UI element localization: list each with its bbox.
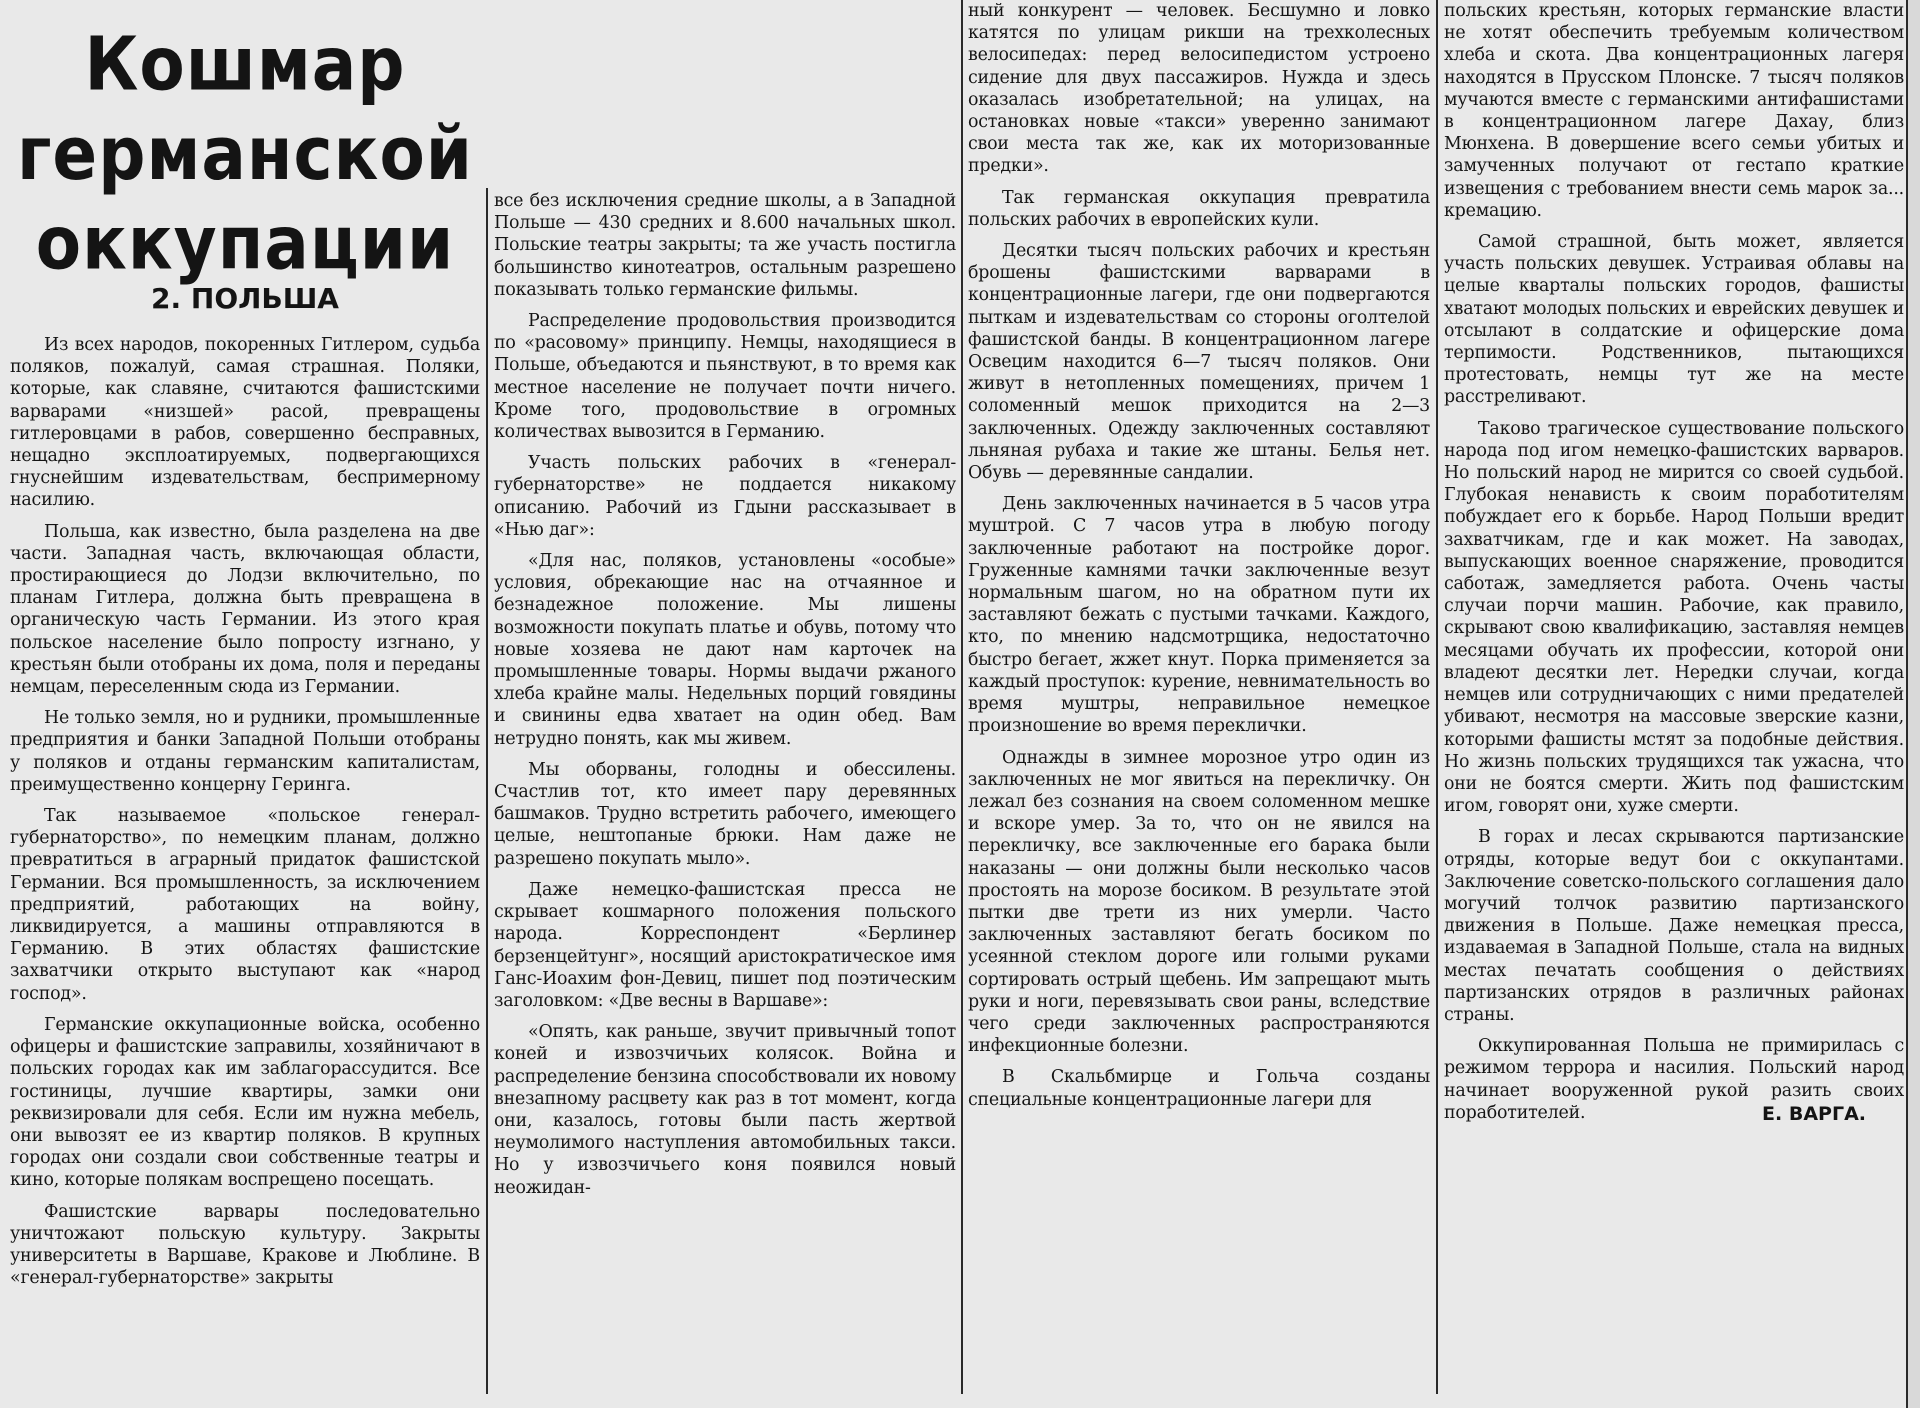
paragraph: Так германская оккупация превратила польских рабочих в европейских кули. [968,187,1430,230]
paragraph: Не только земля, но и рудники, промышленные предприятия и банки Западной Польши отобраны у поляков и отданы германским капиталистам, преимущественно концерну Геринга. [10,708,480,795]
paragraph: Самой страшной, быть может, является участь польских девушек. Устраивая облавы на целые кварталы польских городов, фашисты хватают молодых польских и еврейских девушек и отсылают в солдатские и офицерские дома терпимости. Родственников, пытающихся протестовать, немцы тут же на месте расстреливают. [1444,232,1904,408]
column-2 [494,190,956,1208]
paragraph: Распределение продовольствия производится по «расовому» принципу. Немцы, находящиеся в Польше, объедаются и пьянствуют, в то время как местное население не получает почти ничего. Кроме того, продовольствие в огромных количествах вывозится в Германию. [494,311,956,443]
paragraph: все без исключения средние школы, а в Западной Польше — 430 средних и 8.600 начальных школ. Польские театры закрыты; та же участь постигла большинство кинотеатров, остальным разрешено показывать только германские фильмы. [494,191,956,300]
paragraph: Десятки тысяч польских рабочих и крестьян брошены фашистскими варварами в концентрационные лагери, где они подвергаются пыткам и издевательствам со стороны оголтелой фашистской банды. В концентрационном лагере Освецим находится 6—7 тысяч поляков. Они живут в нетопленных помещениях, причем 1 соломенный мешок приходится на 2—3 заключенных. Одежду заключенных составляют льняная рубаха и такие же штаны. Белья нет. Обувь — деревянные сандалии. [968,241,1430,484]
author-signature: Е. ВАРГА. [1762,1102,1866,1125]
paragraph: В горах и лесах скрываются партизанские отряды, которые ведут бои с оккупантами. Заключение советско-польского соглашения дало могучий толчок развитию партизанского движения в Польше. Даже немецкая пресса, издаваемая в Западной Польше, стала на видных местах печатать сообщения о действиях партизанских отрядов в различных районах страны. [1444,827,1904,1025]
paragraph: Фашистские варвары последовательно уничтожают польскую культуру. Закрыты университеты в Варшаве, Кракове и Люблине. В «генерал-губернаторстве» закрыты [10,1201,480,1289]
paragraph: Мы оборваны, голодны и обессилены. Счастлив тот, кто имеет пару деревянных башмаков. Трудно встретить рабочего, имеющего целые, нештопаные брюки. Нам даже не разрешено покупать мыло». [494,759,956,869]
column-4 [1444,0,1904,1125]
paragraph: Даже немецко-фашистская пресса не скрывает кошмарного положения польского народа. Корреспондент «Берлинер берзенцейтунг», носящий аристократическое имя Ганс-Иоахим фон-Девиц, пишет под поэтическим заголовком: «Две весны в Варшаве»: [494,879,956,1011]
column-1-body [10,334,480,1289]
adjacent-page-edge [1906,0,1920,1408]
paragraph: Германские оккупационные войска, особенно офицеры и фашистские заправилы, хозяйничают в польских городах как им заблагорассудится. Все гостиницы, лучшие квартиры, замки они реквизировали для себя. Если им нужна мебель, они вывозят ее из квартир поляков. В крупных городах они создали свои собственные театры и кино, которые полякам воспрещено посещать. [10,1014,480,1191]
column-3 [968,0,1430,1120]
title-line-1: Кошмар германской [16,21,474,197]
paragraph: Из всех народов, покоренных Гитлером, судьба поляков, пожалуй, самая страшная. Поляки, которые, как славяне, считаются фашистскими варварами «низшей» расой, превращены гитлеровцами в рабов, совершенно бесправных, нещадно эксплоатируемых, подвергающихся гнуснейшим издевательствам, беспримерному насилию. [10,335,480,511]
paragraph: Оккупированная Польша не примирилась с режимом террора и насилия. Польский народ начинает вооруженной рукой разить своих поработителей. [1444,1036,1904,1123]
article-subtitle: 2. ПОЛЬША [151,282,339,315]
column-rule [1436,0,1438,1394]
article-title [10,20,480,289]
paragraph: ный конкурент — человек. Бесшумно и ловко катятся по улицам рикши на трехколесных велосипедах: перед велосипедистом устроено сидение для двух пассажиров. Нужда и здесь оказалась изобретательной; на улицах, на остановках новые «такси» уверенно занимают свои места так же, как их моторизованные предки». [968,1,1430,177]
paragraph: «Для нас, поляков, установлены «особые» условия, обрекающие нас на отчаянное и безнадежное положение. Мы лишены возможности покупать платье и обувь, потому что новые хозяева не дают нам карточек на промышленные товары. Нормы выдачи ржаного хлеба крайне малы. Недельных порций говядины и свинины едва хватает на один обед. Вам нетрудно понять, как мы живем. [494,551,956,749]
column-rule [961,0,963,1394]
paragraph: Так называемое «польское генерал-губернаторство», по немецким планам, должно превратиться в аграрный придаток фашистской Германии. Вся промышленность, за исключением предприятий, работающих на войну, ликвидируется, а машины отправляются в Германию. В этих областях фашистские захватчики открыто выступают как «народ господ». [10,806,480,1004]
paragraph: Однажды в зимнее морозное утро один из заключенных не мог явиться на перекличку. Он лежал без сознания на своем соломенном мешке и вскоре умер. За то, что он не явился на перекличку, все заключенные его барака были наказаны — они должны были несколько часов простоять на морозе босиком. В результате этой пытки две трети из них умерли. Часто заключенных заставляют бегать босиком по усеянной стеклом дороге или голыми руками сортировать острый щебень. Им запрещают мыть руки и ноги, перевязывать свои раны, вследствие чего среди заключенных распространяются инфекционные болезни. [968,747,1430,1057]
paragraph: польских крестьян, которых германские власти не хотят обеспечить требуемым количеством хлеба и скота. Два концентрационных лагеря находятся в Прусском Плонске. 7 тысяч поляков мучаются вместе с германскими антифашистами в концентрационном лагере Дахау, близ Мюнхена. В довершение всего семьи убитых и замученных получают от гестапо краткие извещения с требованием внести семь марок за... кремацию. [1444,1,1904,221]
title-line-2: оккупации [35,200,455,287]
paragraph: В Скальбмирце и Гольча созданы специальные концентрационные лагери для [968,1067,1430,1110]
paragraph: Таково трагическое существование польского народа под игом немецко-фашистских варваров. Но польский народ не мирится со своей судьбой. Глубокая ненависть к своим поработителям побуждает его к борьбе. Народ Польши вредит захватчикам, где и как может. На заводах, выпускающих военное снаряжение, проводится саботаж, замедляется работа. Очень часты случаи порчи машин. Рабочие, как правило, скрывают свою квалификацию, заставляя немцев месяцами обучать их профессии, которой они владеют десятки лет. Нередки случаи, когда немцев или сотрудничающих с ними предателей убивают, несмотря на массовые зверские казни, которыми фашисты мстят за подобные действия. Но жизнь польских трудящихся так ужасна, что они не боятся смерти. Жить под фашистским игом, говорят они, хуже смерти. [1444,418,1904,817]
paragraph: «Опять, как раньше, звучит привычный топот коней и извозчичьих колясок. Война и распределение бензина способствовали их новому внезапному расцвету как раз в тот момент, когда они, казалось, готовы были пасть жертвой неумолимого наступления автомобильных такси. Но у извозчичьего коня появился новый неожидан- [494,1022,956,1198]
paragraph: Участь польских рабочих в «генерал-губернаторстве» не поддается никакому описанию. Рабочий из Гдыни рассказывает в «Нью даг»: [494,453,956,540]
column-1 [10,0,480,1298]
paragraph: День заключенных начинается в 5 часов утра муштрой. С 7 часов утра в любую погоду заключенные работают на постройке дорог. Груженные камнями тачки заключенные везут нормальным шагом, но на обратном пути их заставляют бежать с пустыми тачками. Каждого, кто, по мнению надсмотрщика, недостаточно быстро бегает, жжет кнут. Порка применяется за каждый проступок: курение, невнимательность во время муштры, неправильное немецкое произношение во время переклички. [968,494,1430,737]
paragraph: Польша, как известно, была разделена на две части. Западная часть, включающая области, простирающиеся до Лодзи включительно, по планам Гитлера, должна быть превращена в органическую часть Германии. Из этого края польское население было попросту изгнано, у крестьян были отобраны их дома, поля и переданы немцам, переселенным сюда из Германии. [10,521,480,698]
column-rule [486,188,488,1394]
